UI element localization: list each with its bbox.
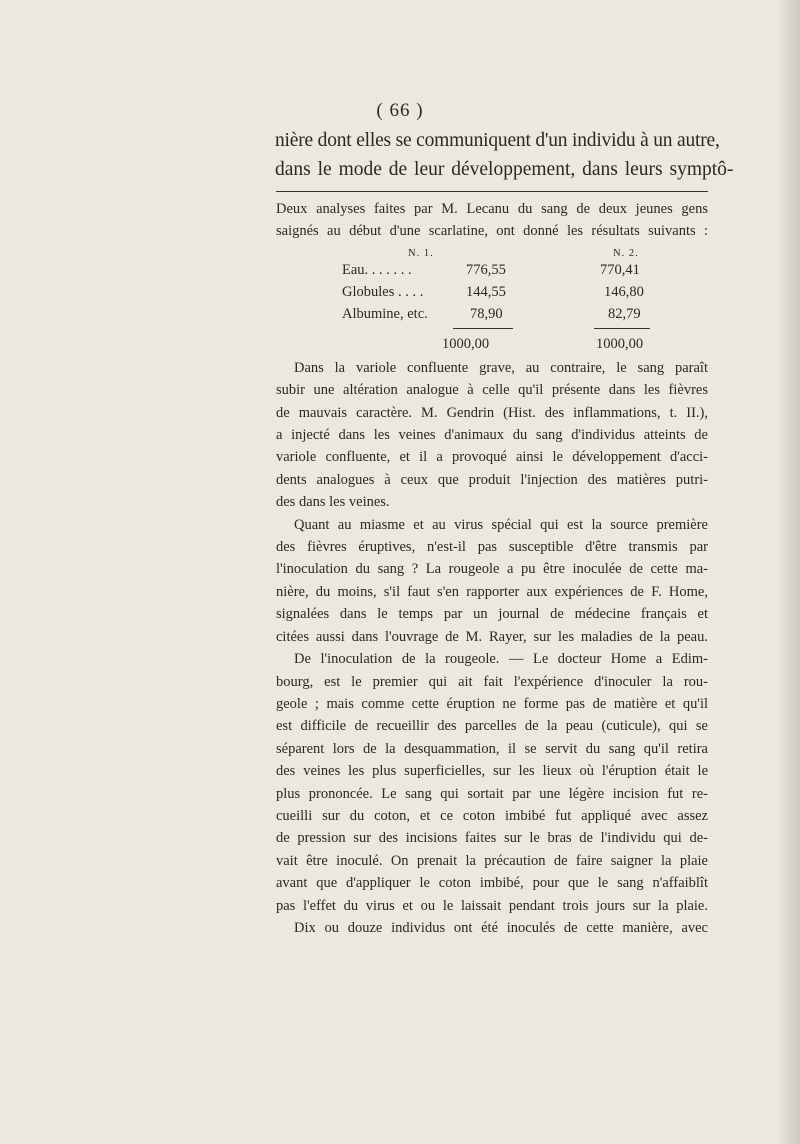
- footnote-line: signalées dans le temps par un journal de médecine français et: [276, 606, 708, 623]
- row-value-n2: 146,80: [604, 283, 644, 300]
- footnote-line: est difficile de recueillir des parcelles de la peau (cuticule), qui se: [276, 718, 708, 735]
- footnote-line: variole confluente, et il a provoqué ainsi le développement d'acci-: [276, 449, 708, 466]
- row-label: Eau. . . . . . .: [342, 261, 412, 278]
- footnote-line: avant que d'appliquer le coton imbibé, pour que le sang n'affaiblît: [276, 875, 708, 892]
- footnote-line: De l'inoculation de la rougeole. — Le docteur Home a Edim-: [294, 651, 708, 668]
- footnote-line: saignés au début d'une scarlatine, ont donné les résultats suivants :: [276, 223, 708, 240]
- footnote-paragraphs: [276, 357, 708, 940]
- footnote-line: séparent lors de la desquammation, il se servit du sang qu'il retira: [276, 740, 708, 757]
- footnote-line: des veines les plus superficielles, sur les lieux où l'éruption était le: [276, 763, 708, 780]
- analysis-table-header: [276, 243, 708, 259]
- footnote-line: Deux analyses faites par M. Lecanu du sang de deux jeunes gens: [276, 201, 708, 217]
- page-edge-shadow: [776, 0, 800, 1144]
- total-n2: 1000,00: [596, 335, 644, 352]
- footnote-line: de pression sur des incisions faites sur le bras de l'individu qui de-: [276, 830, 708, 847]
- row-value-n1: 776,55: [466, 261, 506, 278]
- footnote-line: bourg, est le premier qui ait fait l'expérience d'inoculer la rou-: [276, 673, 708, 690]
- row-label: Globules . . . .: [342, 283, 424, 300]
- footnote-line: des fièvres éruptives, n'est-il pas susceptible d'être transmis par: [276, 539, 708, 556]
- row-value-n1: 78,90: [470, 305, 503, 322]
- footnote-line: a injecté dans les veines d'animaux du sang d'individus atteints de: [276, 427, 708, 444]
- sum-rule-n1: [453, 328, 513, 329]
- main-text-block: [275, 126, 734, 184]
- main-text-line: nière dont elles se communiquent d'un individu à un autre,: [275, 130, 720, 151]
- page-number: ( 66 ): [376, 100, 424, 121]
- footnote-line: Dix ou douze individus ont été inoculés de cette manière, avec: [294, 919, 708, 936]
- footnote-line: des dans les veines.: [276, 494, 390, 511]
- footnote-line: dents analogues à ceux que produit l'injection des matières putri-: [276, 471, 708, 488]
- row-label: Albumine, etc.: [342, 305, 428, 322]
- row-value-n1: 144,55: [466, 283, 506, 300]
- footnote-line: subir une altération analogue à celle qu'il présente dans les fièvres: [276, 382, 708, 399]
- footnote-line: l'inoculation du sang ? La rougeole a pu être inoculée de cette ma-: [276, 561, 708, 578]
- footnote-line: pas l'effet du virus et ou le laissait pendant trois jours sur la plaie.: [276, 897, 708, 914]
- column-header-n2: N. 2.: [613, 247, 639, 259]
- footnote-line: citées aussi dans l'ouvrage de M. Rayer, sur les maladies de la peau.: [276, 628, 708, 645]
- analysis-table-row: [276, 303, 708, 325]
- sum-rule-n2: [594, 328, 650, 329]
- analysis-table-row: [276, 259, 708, 281]
- footnote-line: geole ; mais comme cette éruption ne forme pas de matière et qu'il: [276, 695, 708, 712]
- total-n1: 1000,00: [442, 335, 490, 352]
- row-value-n2: 770,41: [600, 261, 640, 278]
- footnote-block: [276, 198, 708, 939]
- footnote-line: Quant au miasme et au virus spécial qui est la source première: [294, 516, 708, 533]
- analysis-table-row: [276, 281, 708, 303]
- footnote-line: nière, du moins, s'il faut s'en rapporter aux expériences de F. Home,: [276, 583, 708, 600]
- analysis-table-totals: [276, 333, 708, 357]
- row-value-n2: 82,79: [608, 305, 641, 322]
- footnote-line: vait être inoculé. On prenait la précaution de faire saigner la plaie: [276, 852, 708, 869]
- footnote-line: Dans la variole confluente grave, au contraire, le sang paraît: [294, 359, 708, 376]
- footnote-line: cueilli sur du coton, et ce coton imbibé fut appliqué avec assez: [276, 807, 708, 824]
- column-header-n1: N. 1.: [408, 247, 434, 259]
- footnote-line: plus prononcée. Le sang qui sortait par une légère incision fut re-: [276, 785, 708, 802]
- main-text-line: dans le mode de leur développement, dans leurs symptô-: [275, 159, 734, 180]
- footnote-separator-rule: [276, 191, 708, 192]
- table-sum-rules: [276, 325, 708, 333]
- footnote-line: de mauvais caractère. M. Gendrin (Hist. des inflammations, t. II.),: [276, 404, 708, 421]
